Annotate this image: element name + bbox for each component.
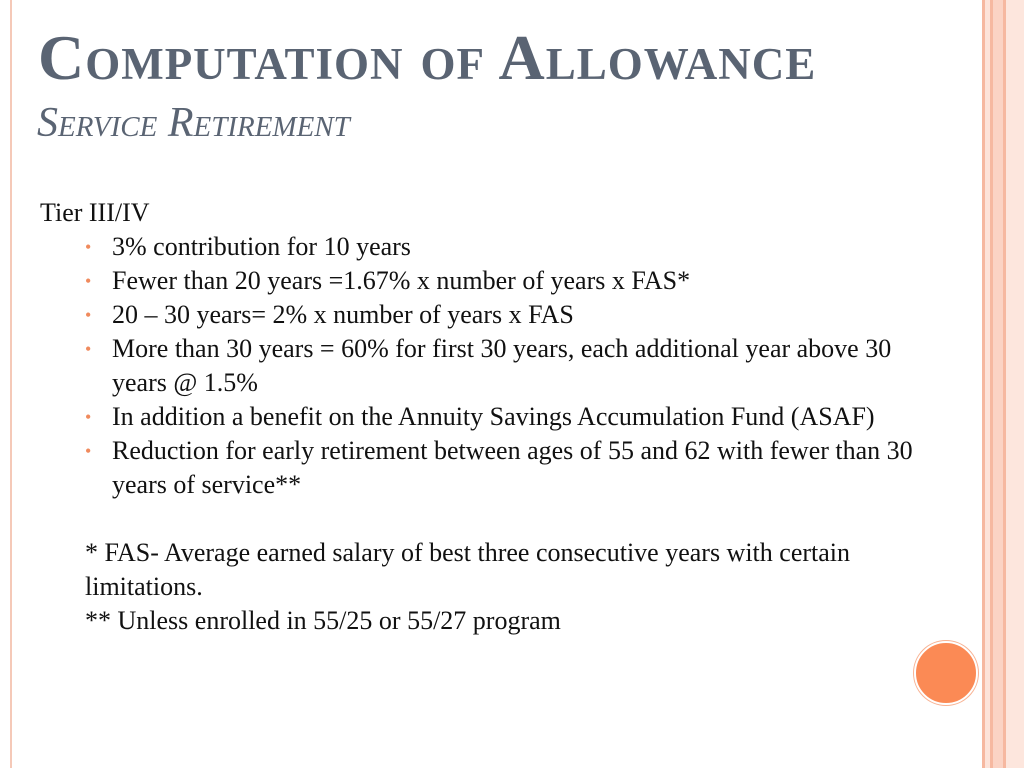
bullet-text: More than 30 years = 60% for first 30 years, each additional year above 30 years @ 1.5% bbox=[112, 334, 892, 397]
bullet-item bbox=[85, 230, 940, 264]
bullet-dot-icon: • bbox=[85, 271, 92, 291]
bullet-item bbox=[85, 264, 940, 298]
footnote-fas: * FAS- Average earned salary of best three consecutive years with certain limitations. bbox=[85, 538, 851, 601]
bullet-text: 20 – 30 years= 2% x number of years x FAS bbox=[112, 300, 574, 329]
footnotes bbox=[85, 536, 940, 638]
bullet-item bbox=[85, 400, 940, 434]
bullet-text: In addition a benefit on the Annuity Savings Accumulation Fund (ASAF) bbox=[112, 402, 875, 431]
bullet-dot-icon: • bbox=[85, 305, 92, 325]
footnote-program: ** Unless enrolled in 55/25 or 55/27 program bbox=[85, 606, 561, 635]
bullet-dot-icon: • bbox=[85, 407, 92, 427]
bullet-item bbox=[85, 434, 940, 502]
bullet-item bbox=[85, 332, 940, 400]
bullet-dot-icon: • bbox=[85, 339, 92, 359]
bullet-text: Fewer than 20 years =1.67% x number of years x FAS* bbox=[112, 266, 691, 295]
slide-body bbox=[40, 196, 940, 638]
right-stripe bbox=[993, 0, 1003, 768]
tier-label: Tier III/IV bbox=[40, 198, 150, 227]
bullet-text: Reduction for early retirement between ages of 55 and 62 with fewer than 30 years of service** bbox=[112, 436, 913, 499]
bullet-text: 3% contribution for 10 years bbox=[112, 232, 411, 261]
bullet-item bbox=[85, 298, 940, 332]
right-stripe bbox=[1006, 0, 1024, 768]
slide-subtitle: Service Retirement bbox=[37, 100, 350, 146]
slide-title: Computation of Allowance bbox=[38, 22, 817, 93]
bullet-dot-icon: • bbox=[85, 237, 92, 257]
bullet-list bbox=[40, 230, 940, 502]
bullet-dot-icon: • bbox=[85, 441, 92, 461]
left-border-line bbox=[10, 0, 12, 768]
accent-circle-icon bbox=[914, 641, 978, 705]
